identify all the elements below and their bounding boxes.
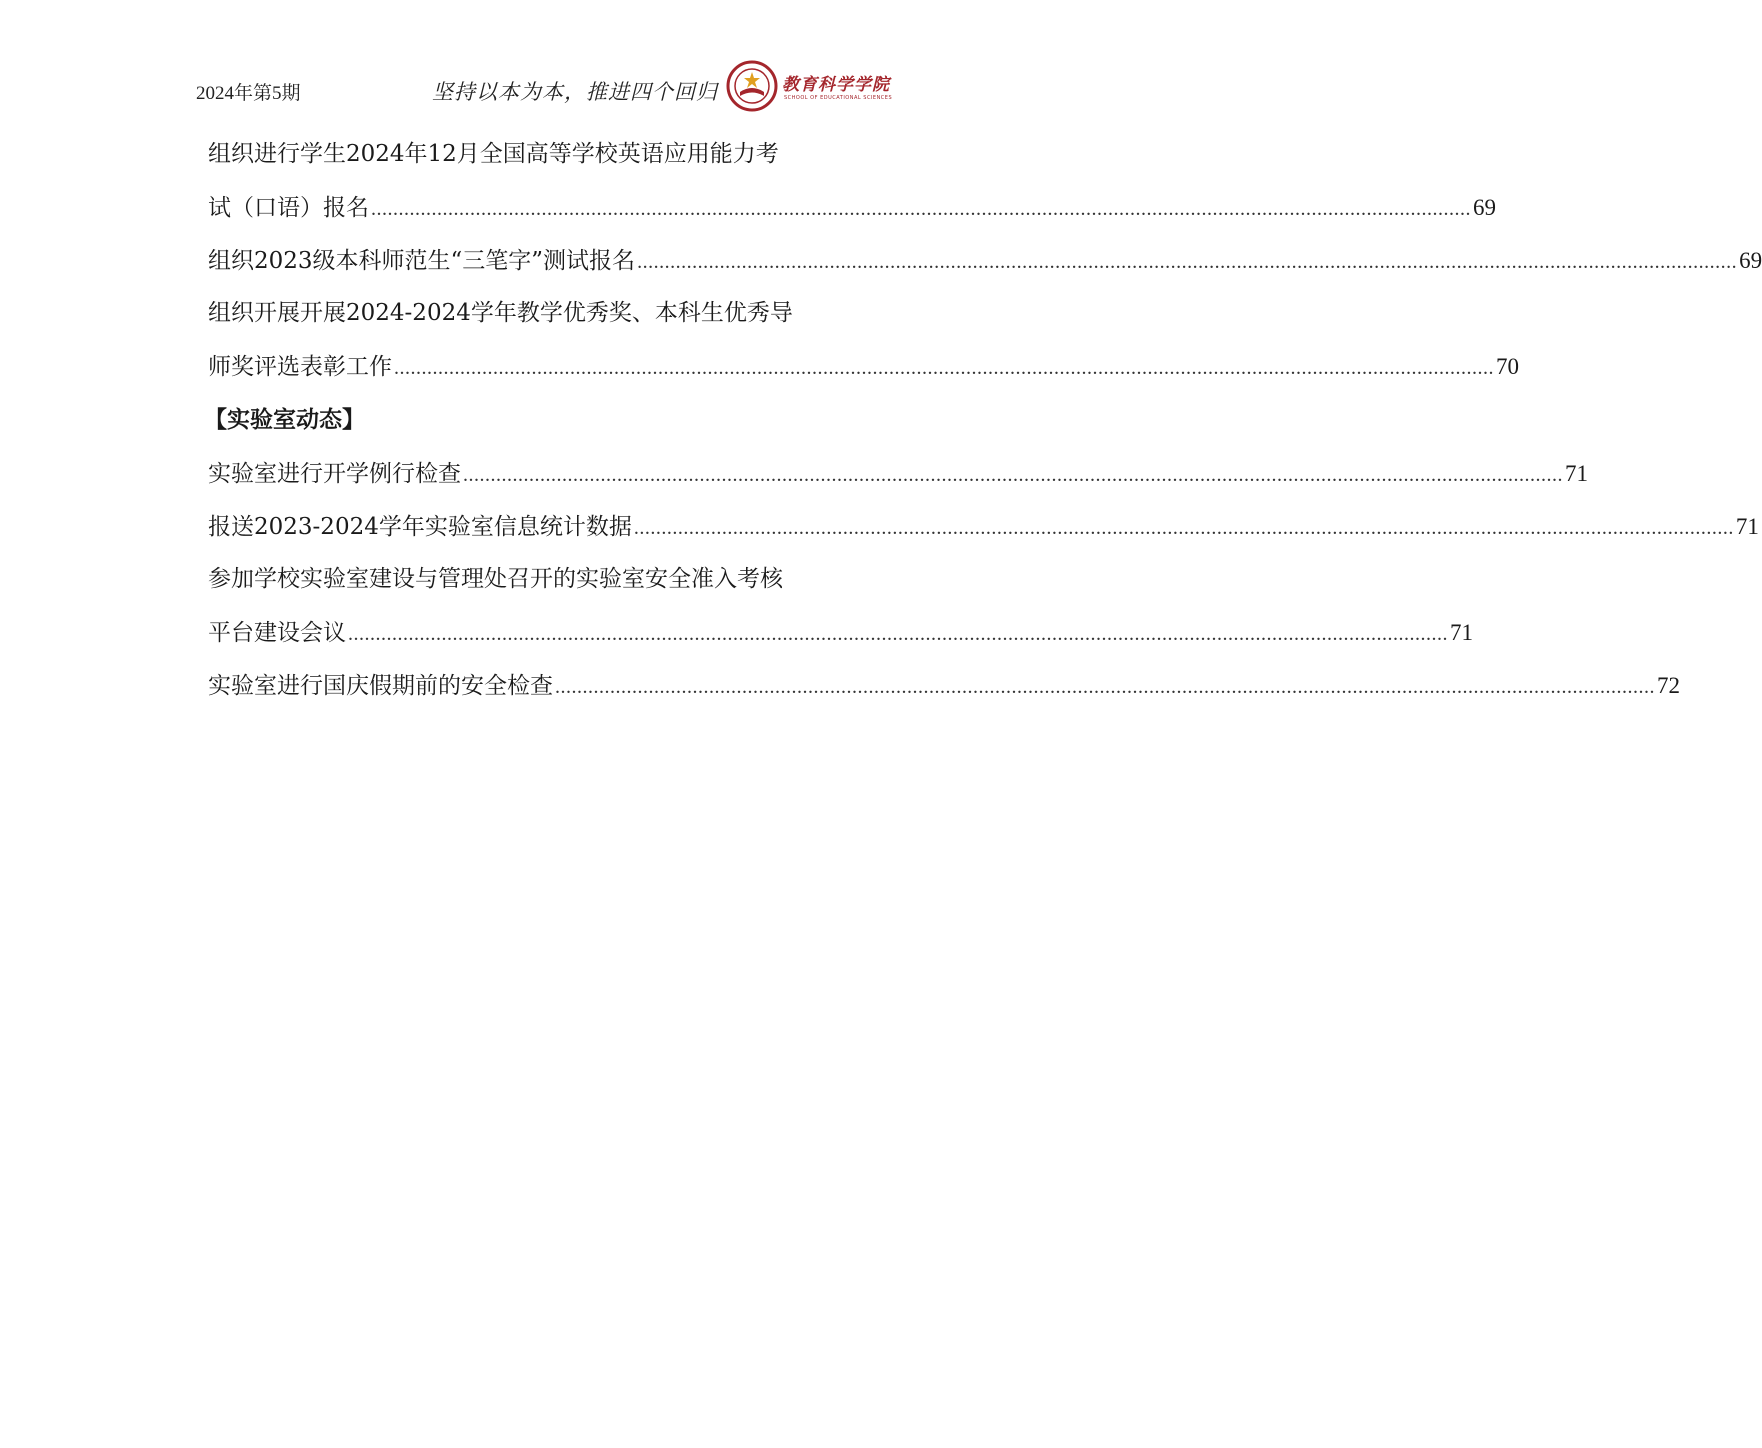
toc-entry-text: 组织2023级本科师范生“三笔字”测试报名 [208,248,636,274]
toc-entry-text: 平台建设会议 [208,620,346,646]
school-logo [726,60,902,114]
toc-entry-text: 师奖评选表彰工作 [208,354,392,380]
school-seal-icon [726,60,778,112]
toc-page-number: 71 [1450,620,1473,645]
logo-subtext: SCHOOL OF EDUCATIONAL SCIENCES [784,95,893,101]
toc-page-number: 71 [1735,514,1759,539]
toc-entry-continued [208,553,870,606]
toc-page-number: 69 [1473,195,1496,220]
toc-page-number: 72 [1657,673,1680,698]
toc-entry-text: 组织开展开展2024-2024学年教学优秀奖、本科生优秀导 [208,300,793,326]
header-motto: 坚持以本为本，推进四个回归 [432,80,718,104]
dot-leader: ........................................................................................................................................................................................................ [637,251,1738,273]
toc-entry-text: 实验室进行开学例行检查 [208,461,461,487]
dot-leader: ........................................................................................................................................................................................................ [555,676,1655,698]
issue-number: 2024年第5期 [196,83,301,104]
toc-page-number: 71 [1565,461,1588,486]
toc-entry[interactable] [208,500,1759,553]
toc-entry[interactable] [208,234,1762,287]
toc-page-number: 70 [1496,354,1519,379]
toc-entry[interactable] [208,340,1519,393]
dot-leader: ........................................................................................................................................................................................................ [463,464,1563,486]
toc-entry-text: 报送2023-2024学年实验室信息统计数据 [208,514,632,540]
toc-entry[interactable] [208,181,1496,234]
toc-page-number: 69 [1739,248,1762,273]
dot-leader: ........................................................................................................................................................................................................ [348,623,1448,645]
toc-entry-continued [208,128,870,181]
section-title: 【实验室动态】 [204,407,365,433]
toc-entry-text: 试（口语）报名 [208,195,369,221]
table-of-contents [204,128,1762,712]
toc-entry[interactable] [208,606,1473,659]
toc-group-lab [208,447,1759,712]
dot-leader: ........................................................................................................................................................................................................ [633,517,1734,539]
toc-entry[interactable] [208,447,1588,500]
toc-entry-continued [208,287,870,340]
toc-entry[interactable] [208,659,1680,712]
dot-leader: ........................................................................................................................................................................................................ [394,357,1494,379]
toc-group-teaching [208,128,1762,393]
toc-entry-text: 实验室进行国庆假期前的安全检查 [208,673,553,699]
logo-text: 教育科学学院 [782,75,890,95]
toc-entry-text: 参加学校实验室建设与管理处召开的实验室安全准入考核 [208,566,783,592]
toc-entry-text: 组织进行学生2024年12月全国高等学校英语应用能力考 [208,141,779,167]
page-header [0,0,1024,120]
dot-leader: ........................................................................................................................................................................................................ [371,198,1471,220]
